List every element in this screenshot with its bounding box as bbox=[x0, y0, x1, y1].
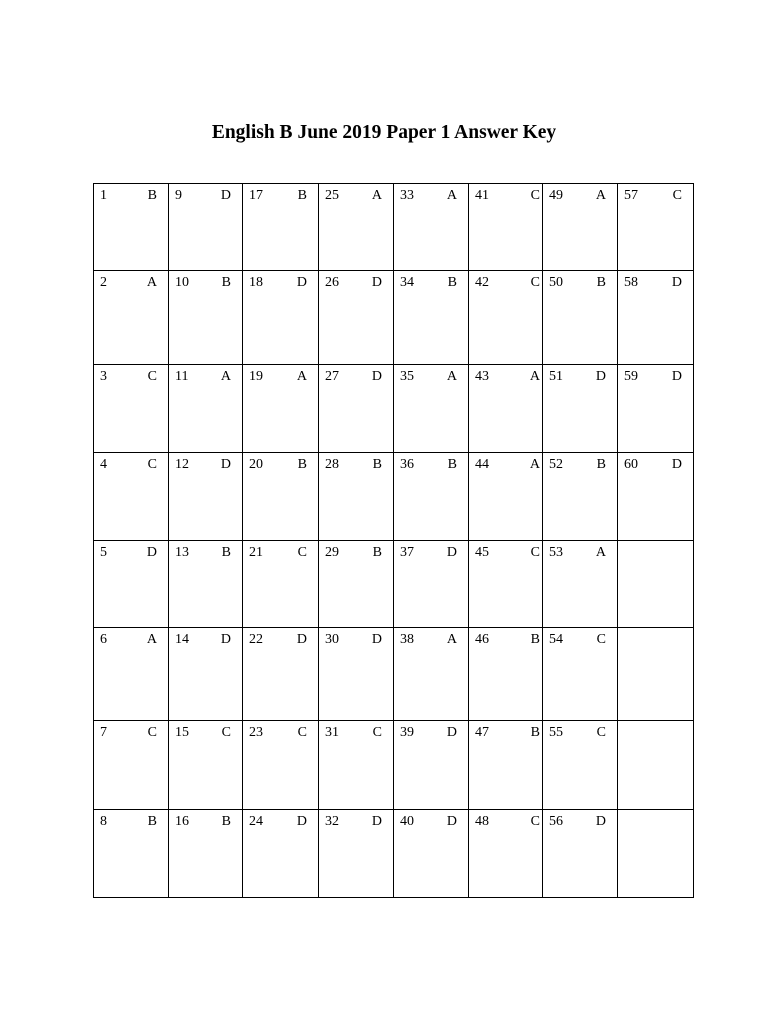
answer-cell bbox=[543, 453, 618, 541]
empty-cell bbox=[618, 810, 694, 898]
question-number: 5 bbox=[100, 545, 107, 560]
answer-letter: D bbox=[371, 632, 382, 647]
answer-letter: B bbox=[530, 632, 540, 647]
answer-cell bbox=[469, 453, 543, 541]
question-number: 27 bbox=[325, 369, 339, 384]
question-number: 35 bbox=[400, 369, 414, 384]
question-number: 21 bbox=[249, 545, 263, 560]
table-row bbox=[94, 721, 694, 810]
question-number: 38 bbox=[400, 632, 414, 647]
question-number: 20 bbox=[249, 457, 263, 472]
question-number: 31 bbox=[325, 725, 339, 740]
answer-cell bbox=[394, 628, 469, 721]
question-number: 9 bbox=[175, 188, 182, 203]
answer-letter: D bbox=[296, 814, 307, 829]
answer-letter: B bbox=[596, 457, 606, 472]
answer-cell bbox=[319, 184, 394, 271]
question-number: 10 bbox=[175, 275, 189, 290]
answer-letter: D bbox=[220, 457, 231, 472]
answer-letter: C bbox=[530, 275, 540, 290]
answer-cell bbox=[94, 365, 169, 453]
question-number: 28 bbox=[325, 457, 339, 472]
question-number: 41 bbox=[475, 188, 489, 203]
answer-letter: D bbox=[595, 369, 606, 384]
answer-letter: B bbox=[147, 188, 157, 203]
question-number: 8 bbox=[100, 814, 107, 829]
answer-letter: C bbox=[147, 725, 157, 740]
answer-letter: A bbox=[446, 188, 457, 203]
question-number: 13 bbox=[175, 545, 189, 560]
answer-cell bbox=[543, 365, 618, 453]
question-number: 50 bbox=[549, 275, 563, 290]
answer-cell bbox=[618, 365, 694, 453]
answer-letter: D bbox=[220, 632, 231, 647]
empty-cell bbox=[618, 628, 694, 721]
empty-cell bbox=[618, 541, 694, 628]
question-number: 53 bbox=[549, 545, 563, 560]
answer-cell bbox=[319, 541, 394, 628]
answer-cell bbox=[94, 271, 169, 365]
table-row bbox=[94, 365, 694, 453]
answer-letter: D bbox=[371, 814, 382, 829]
table-row bbox=[94, 453, 694, 541]
answer-cell bbox=[243, 721, 319, 810]
answer-letter: A bbox=[595, 188, 606, 203]
answer-cell bbox=[543, 184, 618, 271]
answer-cell bbox=[243, 628, 319, 721]
answer-letter: C bbox=[297, 545, 307, 560]
question-number: 42 bbox=[475, 275, 489, 290]
question-number: 33 bbox=[400, 188, 414, 203]
answer-letter: C bbox=[147, 457, 157, 472]
question-number: 16 bbox=[175, 814, 189, 829]
answer-letter: C bbox=[372, 725, 382, 740]
question-number: 52 bbox=[549, 457, 563, 472]
answer-cell bbox=[469, 810, 543, 898]
question-number: 11 bbox=[175, 369, 189, 384]
answer-cell bbox=[169, 271, 243, 365]
answer-cell bbox=[394, 184, 469, 271]
question-number: 15 bbox=[175, 725, 189, 740]
answer-letter: D bbox=[595, 814, 606, 829]
answer-letter: B bbox=[447, 275, 457, 290]
answer-letter: B bbox=[447, 457, 457, 472]
answer-cell bbox=[243, 810, 319, 898]
answer-cell bbox=[543, 541, 618, 628]
answer-letter: C bbox=[147, 369, 157, 384]
answer-cell bbox=[618, 271, 694, 365]
question-number: 36 bbox=[400, 457, 414, 472]
question-number: 37 bbox=[400, 545, 414, 560]
question-number: 29 bbox=[325, 545, 339, 560]
answer-key-table bbox=[93, 183, 694, 898]
answer-cell bbox=[243, 541, 319, 628]
answer-letter: C bbox=[672, 188, 682, 203]
answer-cell bbox=[394, 541, 469, 628]
question-number: 32 bbox=[325, 814, 339, 829]
question-number: 46 bbox=[475, 632, 489, 647]
answer-cell bbox=[319, 721, 394, 810]
answer-cell bbox=[243, 271, 319, 365]
question-number: 30 bbox=[325, 632, 339, 647]
answer-cell bbox=[243, 184, 319, 271]
answer-letter: C bbox=[530, 545, 540, 560]
answer-letter: D bbox=[296, 632, 307, 647]
table-row bbox=[94, 541, 694, 628]
answer-cell bbox=[469, 628, 543, 721]
answer-letter: A bbox=[529, 457, 540, 472]
question-number: 6 bbox=[100, 632, 107, 647]
question-number: 17 bbox=[249, 188, 263, 203]
table-row bbox=[94, 271, 694, 365]
answer-cell bbox=[319, 365, 394, 453]
answer-letter: C bbox=[596, 725, 606, 740]
question-number: 7 bbox=[100, 725, 107, 740]
answer-key-body bbox=[94, 184, 694, 898]
answer-cell bbox=[618, 453, 694, 541]
question-number: 56 bbox=[549, 814, 563, 829]
answer-letter: D bbox=[371, 369, 382, 384]
answer-letter: B bbox=[297, 457, 307, 472]
question-number: 22 bbox=[249, 632, 263, 647]
question-number: 59 bbox=[624, 369, 638, 384]
answer-letter: C bbox=[596, 632, 606, 647]
question-number: 25 bbox=[325, 188, 339, 203]
answer-cell bbox=[319, 453, 394, 541]
answer-cell bbox=[543, 628, 618, 721]
answer-letter: D bbox=[446, 814, 457, 829]
answer-letter: A bbox=[220, 369, 231, 384]
question-number: 23 bbox=[249, 725, 263, 740]
question-number: 47 bbox=[475, 725, 489, 740]
answer-cell bbox=[94, 453, 169, 541]
answer-letter: D bbox=[220, 188, 231, 203]
question-number: 2 bbox=[100, 275, 107, 290]
answer-letter: D bbox=[296, 275, 307, 290]
question-number: 24 bbox=[249, 814, 263, 829]
answer-cell bbox=[94, 628, 169, 721]
question-number: 58 bbox=[624, 275, 638, 290]
answer-letter: A bbox=[529, 369, 540, 384]
empty-cell bbox=[618, 721, 694, 810]
question-number: 26 bbox=[325, 275, 339, 290]
answer-letter: D bbox=[146, 545, 157, 560]
answer-letter: B bbox=[297, 188, 307, 203]
answer-cell bbox=[394, 365, 469, 453]
answer-cell bbox=[394, 721, 469, 810]
answer-letter: B bbox=[372, 457, 382, 472]
answer-letter: A bbox=[371, 188, 382, 203]
answer-cell bbox=[543, 721, 618, 810]
answer-cell bbox=[319, 810, 394, 898]
question-number: 18 bbox=[249, 275, 263, 290]
answer-cell bbox=[243, 365, 319, 453]
question-number: 49 bbox=[549, 188, 563, 203]
answer-letter: A bbox=[446, 632, 457, 647]
answer-letter: D bbox=[371, 275, 382, 290]
answer-cell bbox=[618, 184, 694, 271]
question-number: 3 bbox=[100, 369, 107, 384]
answer-cell bbox=[469, 184, 543, 271]
answer-cell bbox=[543, 810, 618, 898]
question-number: 40 bbox=[400, 814, 414, 829]
table-row bbox=[94, 628, 694, 721]
answer-cell bbox=[169, 628, 243, 721]
answer-letter: A bbox=[595, 545, 606, 560]
answer-cell bbox=[319, 271, 394, 365]
question-number: 12 bbox=[175, 457, 189, 472]
answer-cell bbox=[394, 810, 469, 898]
answer-letter: B bbox=[372, 545, 382, 560]
answer-letter: A bbox=[296, 369, 307, 384]
answer-letter: A bbox=[146, 275, 157, 290]
answer-cell bbox=[543, 271, 618, 365]
question-number: 39 bbox=[400, 725, 414, 740]
answer-letter: B bbox=[596, 275, 606, 290]
question-number: 45 bbox=[475, 545, 489, 560]
answer-cell bbox=[94, 810, 169, 898]
answer-letter: C bbox=[297, 725, 307, 740]
page-title: English B June 2019 Paper 1 Answer Key bbox=[211, 122, 557, 143]
answer-letter: C bbox=[530, 188, 540, 203]
answer-cell bbox=[169, 453, 243, 541]
question-number: 44 bbox=[475, 457, 489, 472]
answer-cell bbox=[469, 541, 543, 628]
answer-letter: D bbox=[671, 457, 682, 472]
question-number: 43 bbox=[475, 369, 489, 384]
answer-letter: B bbox=[221, 545, 231, 560]
answer-cell bbox=[169, 184, 243, 271]
answer-letter: D bbox=[671, 275, 682, 290]
answer-letter: D bbox=[671, 369, 682, 384]
answer-cell bbox=[169, 810, 243, 898]
table-row bbox=[94, 810, 694, 898]
answer-cell bbox=[394, 453, 469, 541]
answer-cell bbox=[319, 628, 394, 721]
answer-cell bbox=[394, 271, 469, 365]
question-number: 4 bbox=[100, 457, 107, 472]
answer-cell bbox=[169, 365, 243, 453]
question-number: 34 bbox=[400, 275, 414, 290]
answer-cell bbox=[94, 184, 169, 271]
answer-letter: B bbox=[221, 275, 231, 290]
question-number: 54 bbox=[549, 632, 563, 647]
question-number: 60 bbox=[624, 457, 638, 472]
answer-letter: D bbox=[446, 725, 457, 740]
answer-letter: C bbox=[530, 814, 540, 829]
question-number: 55 bbox=[549, 725, 563, 740]
answer-cell bbox=[469, 271, 543, 365]
table-row bbox=[94, 184, 694, 271]
answer-cell bbox=[94, 541, 169, 628]
answer-letter: B bbox=[530, 725, 540, 740]
answer-cell bbox=[469, 365, 543, 453]
answer-letter: A bbox=[146, 632, 157, 647]
answer-letter: C bbox=[221, 725, 231, 740]
answer-cell bbox=[94, 721, 169, 810]
question-number: 1 bbox=[100, 188, 107, 203]
question-number: 51 bbox=[549, 369, 563, 384]
answer-letter: B bbox=[147, 814, 157, 829]
answer-letter: D bbox=[446, 545, 457, 560]
question-number: 19 bbox=[249, 369, 263, 384]
answer-letter: B bbox=[221, 814, 231, 829]
answer-cell bbox=[169, 721, 243, 810]
question-number: 48 bbox=[475, 814, 489, 829]
answer-cell bbox=[169, 541, 243, 628]
answer-cell bbox=[469, 721, 543, 810]
answer-cell bbox=[243, 453, 319, 541]
question-number: 57 bbox=[624, 188, 638, 203]
question-number: 14 bbox=[175, 632, 189, 647]
answer-letter: A bbox=[446, 369, 457, 384]
